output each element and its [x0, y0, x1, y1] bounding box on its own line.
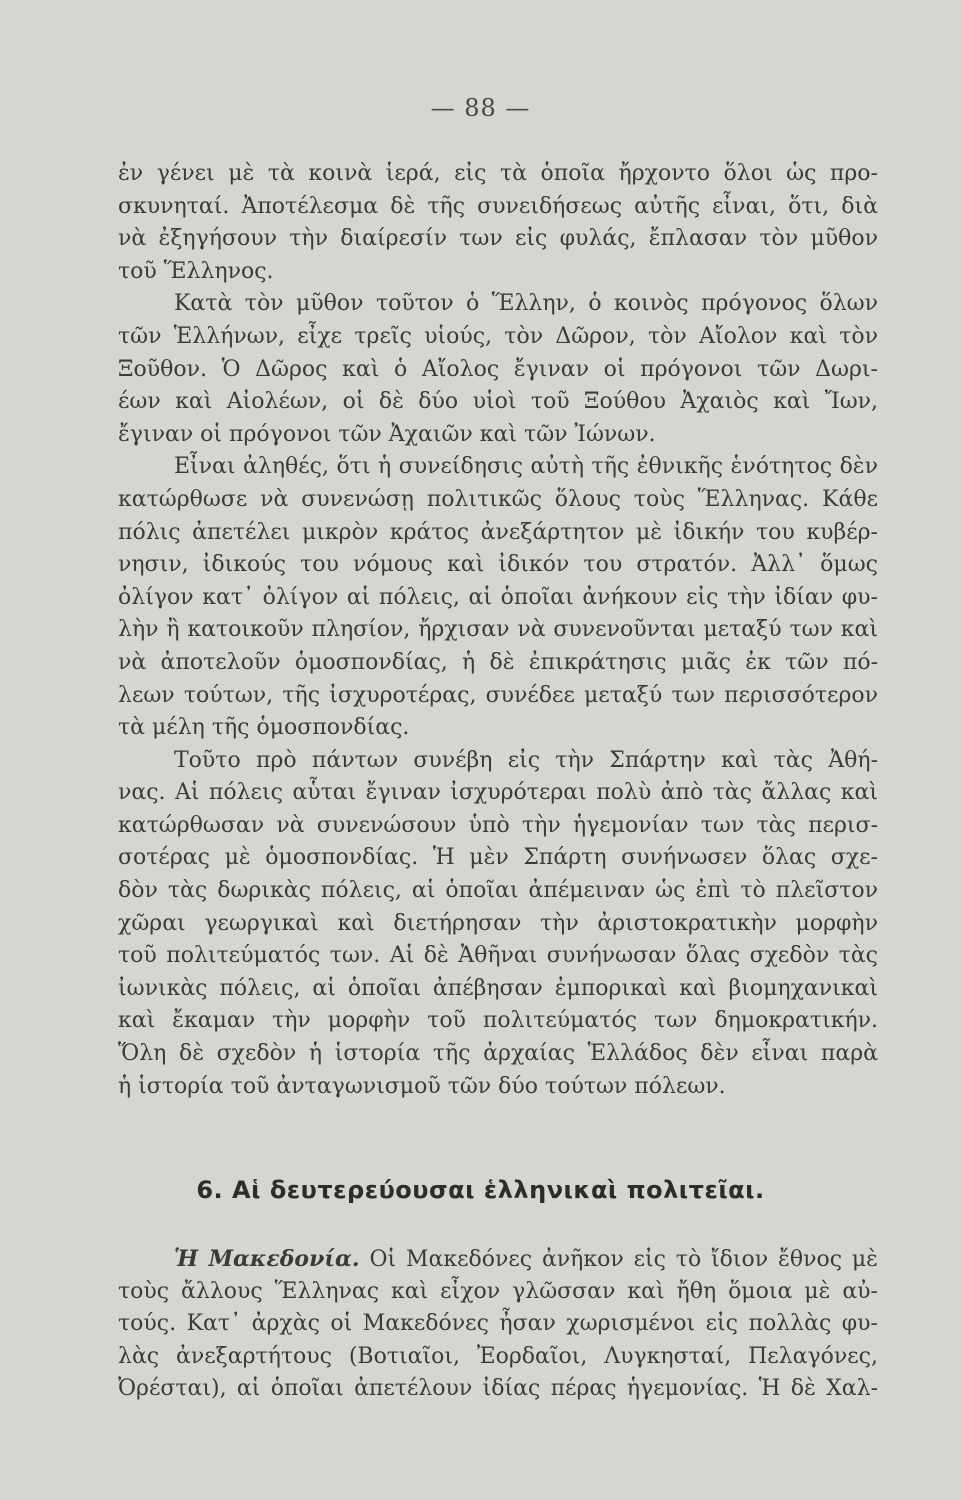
- section-lead: Ἡ Μακεδονία.: [174, 1246, 360, 1272]
- text-line: καὶ ἔκαμαν τὴν μορφὴν τοῦ πολιτεύματός των δημοκρατικήν.: [118, 1008, 878, 1034]
- text-line: νησιν, ἰδικούς του νόμους καὶ ἰδικόν του στρατόν. Ἀλλ᾽ ὅμως: [118, 552, 878, 578]
- page-number: — 88 —: [430, 94, 531, 122]
- text-line: λεων τούτων, τῆς ἰσχυροτέρας, συνέδεε μεταξύ των περισσότερον: [118, 682, 878, 708]
- text-line: τοῦ πολιτεύματός των. Αἱ δὲ Ἀθῆναι συνήνωσαν ὅλας σχεδὸν τὰς: [118, 943, 878, 969]
- text-line: Κατὰ τὸν μῦθον τοῦτον ὁ Ἕλλην, ὁ κοινὸς πρόγονος ὅλων: [174, 291, 878, 317]
- text-line: σκυνηταί. Ἀποτέλεσμα δὲ τῆς συνειδήσεως αὐτῆς εἶναι, ὅτι, διὰ: [118, 193, 878, 219]
- text-line: τῶν Ἑλλήνων, εἶχε τρεῖς υἱούς, τὸν Δῶρον, τὸν Αἴολον καὶ τὸν: [118, 323, 878, 349]
- text-line: έων καὶ Αἰολέων, οἱ δὲ δύο υἱοὶ τοῦ Ξούθου Ἀχαιὸς καὶ Ἴων,: [118, 389, 878, 415]
- section-lead-rest: Οἱ Μακεδόνες ἀνῆκον εἰς τὸ ἴδιον ἔθνος μὲ: [369, 1247, 878, 1272]
- text-line: ἐν γένει μὲ τὰ κοινὰ ἱερά, εἰς τὰ ὁποῖα ἤρχοντο ὅλοι ὡς προ-: [118, 161, 878, 186]
- text-line: Εἶναι ἀληθές, ὅτι ἡ συνείδησις αὐτὴ τῆς ἐθνικῆς ἑνότητος δὲν: [174, 454, 878, 480]
- text-line: τὰ μέλη τῆς ὁμοσπονδίας.: [118, 715, 410, 741]
- text-line: Ὅλη δὲ σχεδὸν ἡ ἱστορία τῆς ἀρχαίας Ἑλλάδος δὲν εἶναι παρὰ: [118, 1041, 878, 1067]
- text-line: τοῦ Ἕλληνος.: [118, 258, 274, 284]
- section-text-line: τοὺς ἄλλους Ἕλληνας καὶ εἶχον γλῶσσαν καὶ ἤθη ὅμοια μὲ αὐ-: [118, 1278, 878, 1304]
- section-text-block: [118, 1243, 878, 1406]
- text-line: δὸν τὰς δωρικὰς πόλεις, αἱ ὁποῖαι ἀπέμειναν ὡς ἐπὶ τὸ πλεῖστον: [118, 878, 878, 904]
- text-line: νὰ ἐξηγήσουν τὴν διαίρεσίν των εἰς φυλάς, ἔπλασαν τὸν μῦθον: [118, 226, 878, 252]
- text-line: Ξοῦθον. Ὁ Δῶρος καὶ ὁ Αἴολος ἔγιναν οἱ πρόγονοι τῶν Δωρι-: [118, 356, 878, 382]
- section-text-line: [118, 1243, 878, 1276]
- section-text-line: τούς. Κατ᾽ ἀρχὰς οἱ Μακεδόνες ἦσαν χωρισμένοι εἰς πολλὰς φυ-: [118, 1311, 878, 1337]
- text-line: ἔγιναν οἱ πρόγονοι τῶν Ἀχαιῶν καὶ τῶν Ἰώνων.: [118, 421, 656, 447]
- text-line: Τοῦτο πρὸ πάντων συνέβη εἰς τὴν Σπάρτην καὶ τὰς Ἀθή-: [174, 747, 878, 773]
- main-text-block: [118, 158, 878, 1103]
- text-line: ἰωνικὰς πόλεις, αἱ ὁποῖαι ἀπέβησαν ἐμπορικαὶ καὶ βιομηχανικαὶ: [118, 975, 878, 1001]
- text-line: ὀλίγον κατ᾽ ὀλίγον αἱ πόλεις, αἱ ὁποῖαι ἀνήκουν εἰς τὴν ἰδίαν φυ-: [118, 584, 878, 610]
- text-line: λὴν ἢ κατοικοῦν πλησίον, ἤρχισαν νὰ συνενοῦνται μεταξύ των καὶ: [118, 617, 878, 643]
- text-line: κατώρθωσε νὰ συνενώσῃ πολιτικῶς ὅλους τοὺς Ἕλληνας. Κάθε: [118, 486, 878, 512]
- text-line: κατώρθωσαν νὰ συνενώσουν ὑπὸ τὴν ἡγεμονίαν των τὰς περισ-: [118, 812, 878, 838]
- section-text-line: Ὀρέσται), αἱ ὁποῖαι ἀπετέλουν ἰδίας πέρας ἡγεμονίας. Ἡ δὲ Χαλ-: [118, 1376, 878, 1402]
- text-line: νας. Αἱ πόλεις αὗται ἔγιναν ἰσχυρότεραι πολὺ ἀπὸ τὰς ἄλλας καὶ: [118, 780, 878, 806]
- section-heading: 6. Αἱ δευτερεύουσαι ἑλληνικαὶ πολιτεῖαι.: [196, 1176, 765, 1204]
- text-line: νὰ ἀποτελοῦν ὁμοσπονδίας, ἡ δὲ ἐπικράτησις μιᾶς ἐκ τῶν πό-: [118, 649, 878, 675]
- text-line: πόλις ἀπετέλει μικρὸν κράτος ἀνεξάρτητον μὲ ἰδικήν του κυβέρ-: [118, 519, 878, 545]
- text-line: χῶραι γεωργικαὶ καὶ διετήρησαν τὴν ἀριστοκρατικὴν μορφὴν: [118, 910, 878, 936]
- section-text-line: λὰς ἀνεξαρτήτους (Βοτιαῖοι, Ἐορδαῖοι, Λυγκησταί, Πελαγόνες,: [118, 1343, 878, 1369]
- text-line: σοτέρας μὲ ὁμοσπονδίας. Ἡ μὲν Σπάρτη συνήνωσεν ὅλας σχε-: [118, 845, 878, 871]
- text-line: ἡ ἱστορία τοῦ ἀνταγωνισμοῦ τῶν δύο τούτων πόλεων.: [118, 1073, 726, 1099]
